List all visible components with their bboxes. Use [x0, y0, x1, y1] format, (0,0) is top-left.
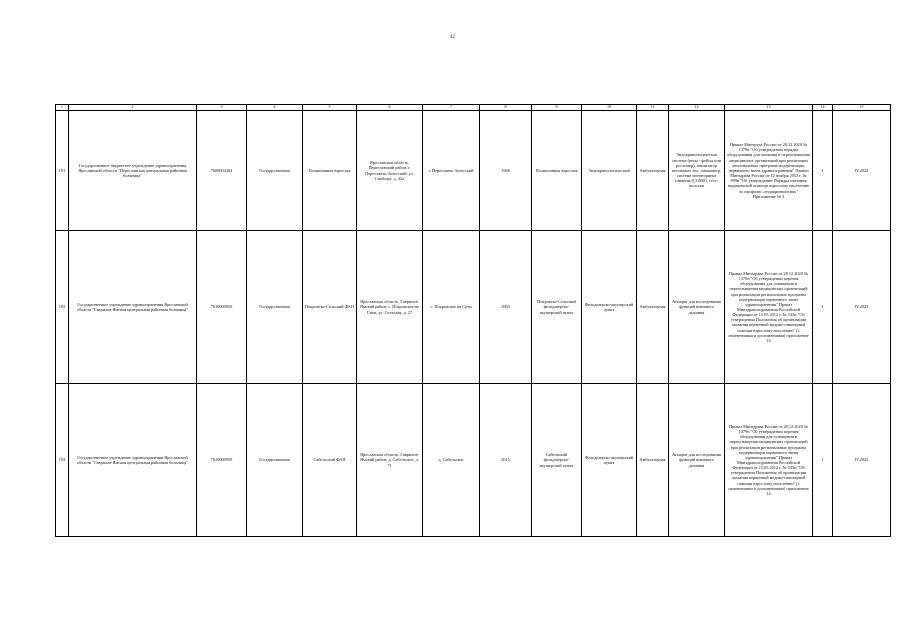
cell-qty: 1 [813, 111, 833, 231]
column-number: 2 [69, 105, 197, 111]
table-row [56, 384, 891, 537]
cell-profile: Фельдшерско-акушерский пункт [582, 384, 637, 537]
cell-address: Ярославская область, Переславский район, г. Переславль-Залесский, ул. Свободы, д. 42а [357, 111, 423, 231]
cell-form: Государственная [247, 231, 303, 384]
cell-care-type: Амбулаторная [637, 384, 669, 537]
cell-address: Ярославская область, Гаврилов-Ямский район, с. Покровское на Сити, ул. Сельская, д. 27 [357, 231, 423, 384]
cell-year: 2003 [480, 231, 532, 384]
cell-org: Государственное учреждение здравоохранения Ярославской области "Гаврилов-Ямская центральная районная больница" [69, 384, 197, 537]
column-number: 11 [637, 105, 669, 111]
cell-inn: 7616000950 [197, 231, 247, 384]
cell-locality: д. Сабельское [423, 384, 480, 537]
cell-period: IV.2023 [833, 231, 891, 384]
cell-org: Государственное учреждение здравоохранения Ярославской области "Гаврилов-Ямская центральная районная больница" [69, 231, 197, 384]
cell-locality: г. Переславль-Залесский [423, 111, 480, 231]
cell-basis: Приказ Минздрава России от 28.12.2020 № 1379н "Об утверждении перечня оборудования для оснащения и переоснащения медицинских организаций при реализации региональных программ модернизации первичного звена здравоохранения" Приказ Минздравсоцразвития Российской Федерации от 15.05.2012 г. № 543н "Об утверждении Положения об организации оказания первичной медико-санитарной помощи взрослому населению" (с изменениями и дополнениями) приложение 14 [725, 231, 813, 384]
cell-unit: Покровско-Сельский ФАП [303, 231, 357, 384]
column-number: 6 [357, 105, 423, 111]
column-number: 10 [582, 105, 637, 111]
cell-equipment: Эндокринологическая система (весы - фейсы или ростомер), анализатор кетоновых тел, глюкометр, система мониторинга глюкозы (CGMS), тест-полоски [669, 111, 725, 231]
column-number: 5 [303, 105, 357, 111]
cell-inn: 7608004384 [197, 111, 247, 231]
cell-equipment: Аппарат для исследования функций внешнего дыхания [669, 384, 725, 537]
cell-num: 191 [56, 111, 69, 231]
column-number: 13 [725, 105, 813, 111]
cell-num: 193 [56, 384, 69, 537]
table-row [56, 231, 891, 384]
column-number: 9 [532, 105, 582, 111]
cell-unit-type: Поликлиника взрослая [532, 111, 582, 231]
cell-qty: 1 [813, 384, 833, 537]
cell-year: 1968 [480, 111, 532, 231]
column-number: 7 [423, 105, 480, 111]
cell-num: 192 [56, 231, 69, 384]
cell-equipment: Аппарат для исследования функций внешнего дыхания [669, 231, 725, 384]
page-number: 42 [450, 35, 455, 40]
cell-period: IV.2023 [833, 384, 891, 537]
column-number: 15 [833, 105, 891, 111]
cell-unit-type: Сабельский фельдшерско-акушерский пункт [532, 384, 582, 537]
column-number: 8 [480, 105, 532, 111]
table-row [56, 111, 891, 231]
column-number: 14 [813, 105, 833, 111]
equipment-table [55, 104, 891, 537]
column-number: 1 [56, 105, 69, 111]
cell-year: 2015 [480, 384, 532, 537]
cell-care-type: Амбулаторная [637, 231, 669, 384]
cell-org: Государственное бюджетное учреждение здравоохранения Ярославской области "Переславская центральная районная больница" [69, 111, 197, 231]
cell-unit: Сабельский ФАП [303, 384, 357, 537]
cell-form: Государственная [247, 384, 303, 537]
cell-profile: Фельдшерско-акушерский пункт [582, 231, 637, 384]
cell-unit-type: Покровско-Сельский фельдшерско-акушерский пункт [532, 231, 582, 384]
column-number: 12 [669, 105, 725, 111]
cell-locality: с. Покровское на Сити [423, 231, 480, 384]
cell-basis: Приказ Минздрава России от 28.12.2020 № 1379н "Об утверждении перечня оборудования для оснащения и переоснащения медицинских организаций при реализации региональных программ модернизации первичного звена здравоохранения" Приказ Минздравсоцразвития Российской Федерации от 15.05.2012 г. № 543н "Об утверждении Положения об организации оказания первичной медико-санитарной помощи взрослому населению" (с изменениями и дополнениями) приложение 14 [725, 384, 813, 537]
cell-care-type: Амбулаторная [637, 111, 669, 231]
cell-address: Ярославская область, Гаврилов-Ямский район, д. Сабельское, д. 71 [357, 384, 423, 537]
cell-inn: 7616000950 [197, 384, 247, 537]
cell-basis: Приказ Минтруда России от 28.12.2020 № 1379н "Об утверждении порядка оборудования для оказания и переоснащения медицинских организаций при реализации региональных программ модернизации первичного звена здравоохранения" Приказ Минздрава России от 12 ноября 2012 г. № 899н "Об утверждении Порядка оказания медицинской помощи взрослому населению по профилю «эндокринология»" Приложение № 3 [725, 111, 813, 231]
cell-form: Государственная [247, 111, 303, 231]
column-number: 4 [247, 105, 303, 111]
cell-qty: 1 [813, 231, 833, 384]
cell-period: IV.2024 [833, 111, 891, 231]
cell-unit: Поликлиника взрослая [303, 111, 357, 231]
cell-profile: Эндокринологический [582, 111, 637, 231]
column-number: 3 [197, 105, 247, 111]
